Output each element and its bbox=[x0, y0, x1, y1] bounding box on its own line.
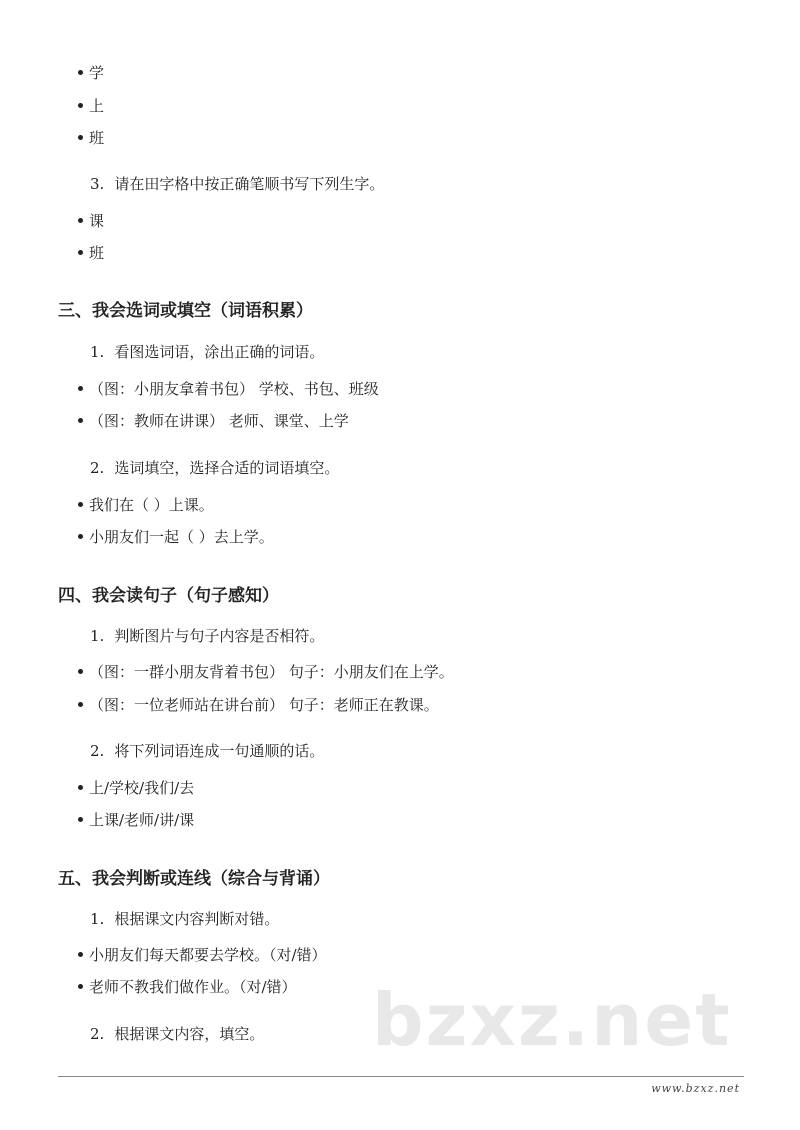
list-item: 上课/老师/讲/课 bbox=[78, 810, 194, 830]
bullet-icon bbox=[78, 502, 83, 507]
watermark: bzxz.net bbox=[372, 978, 732, 1062]
question-1: 1. 判断图片与句子内容是否相符。 bbox=[90, 627, 325, 645]
bullet-icon bbox=[78, 534, 83, 539]
list-item: 上 bbox=[78, 96, 104, 116]
list-item: 学 bbox=[78, 63, 104, 83]
bullet-icon bbox=[78, 386, 83, 391]
list-item: 小朋友们每天都要去学校。（对/错） bbox=[78, 945, 327, 965]
list-item: 课 bbox=[78, 211, 104, 231]
section-heading-3: 三、我会选词或填空（词语积累） bbox=[58, 301, 313, 321]
list-item: （图：小朋友拿着书包） 学校、书包、班级 bbox=[78, 379, 379, 399]
bullet-icon bbox=[78, 103, 83, 108]
footer-divider bbox=[58, 1076, 744, 1077]
footer-url: www.bzxz.net bbox=[651, 1082, 740, 1095]
bullet-icon bbox=[78, 218, 83, 223]
list-item: （图：一群小朋友背着书包） 句子：小朋友们在上学。 bbox=[78, 662, 454, 682]
list-item: 老师不教我们做作业。（对/错） bbox=[78, 977, 297, 997]
question-2: 2. 将下列词语连成一句通顺的话。 bbox=[90, 742, 325, 760]
bullet-icon bbox=[78, 984, 83, 989]
list-item: 我们在（ ）上课。 bbox=[78, 495, 214, 515]
bullet-icon bbox=[78, 702, 83, 707]
list-item: 班 bbox=[78, 243, 104, 263]
bullet-icon bbox=[78, 817, 83, 822]
section-heading-4: 四、我会读句子（句子感知） bbox=[58, 586, 279, 606]
bullet-icon bbox=[78, 785, 83, 790]
list-item: 上/学校/我们/去 bbox=[78, 778, 194, 798]
section-heading-5: 五、我会判断或连线（综合与背诵） bbox=[58, 869, 330, 889]
bullet-icon bbox=[78, 135, 83, 140]
list-item: （图：一位老师站在讲台前） 句子：老师正在教课。 bbox=[78, 695, 439, 715]
question-1: 1. 根据课文内容判断对错。 bbox=[90, 910, 280, 928]
question-3: 3. 请在田字格中按正确笔顺书写下列生字。 bbox=[90, 175, 385, 193]
bullet-icon bbox=[78, 70, 83, 75]
question-1: 1. 看图选词语，涂出正确的词语。 bbox=[90, 343, 325, 361]
question-2: 2. 选词填空，选择合适的词语填空。 bbox=[90, 459, 340, 477]
question-2: 2. 根据课文内容，填空。 bbox=[90, 1025, 265, 1043]
bullet-icon bbox=[78, 952, 83, 957]
list-item: 小朋友们一起（ ）去上学。 bbox=[78, 527, 274, 547]
bullet-icon bbox=[78, 418, 83, 423]
bullet-icon bbox=[78, 250, 83, 255]
bullet-icon bbox=[78, 669, 83, 674]
list-item: 班 bbox=[78, 128, 104, 148]
list-item: （图：教师在讲课） 老师、课堂、上学 bbox=[78, 411, 349, 431]
